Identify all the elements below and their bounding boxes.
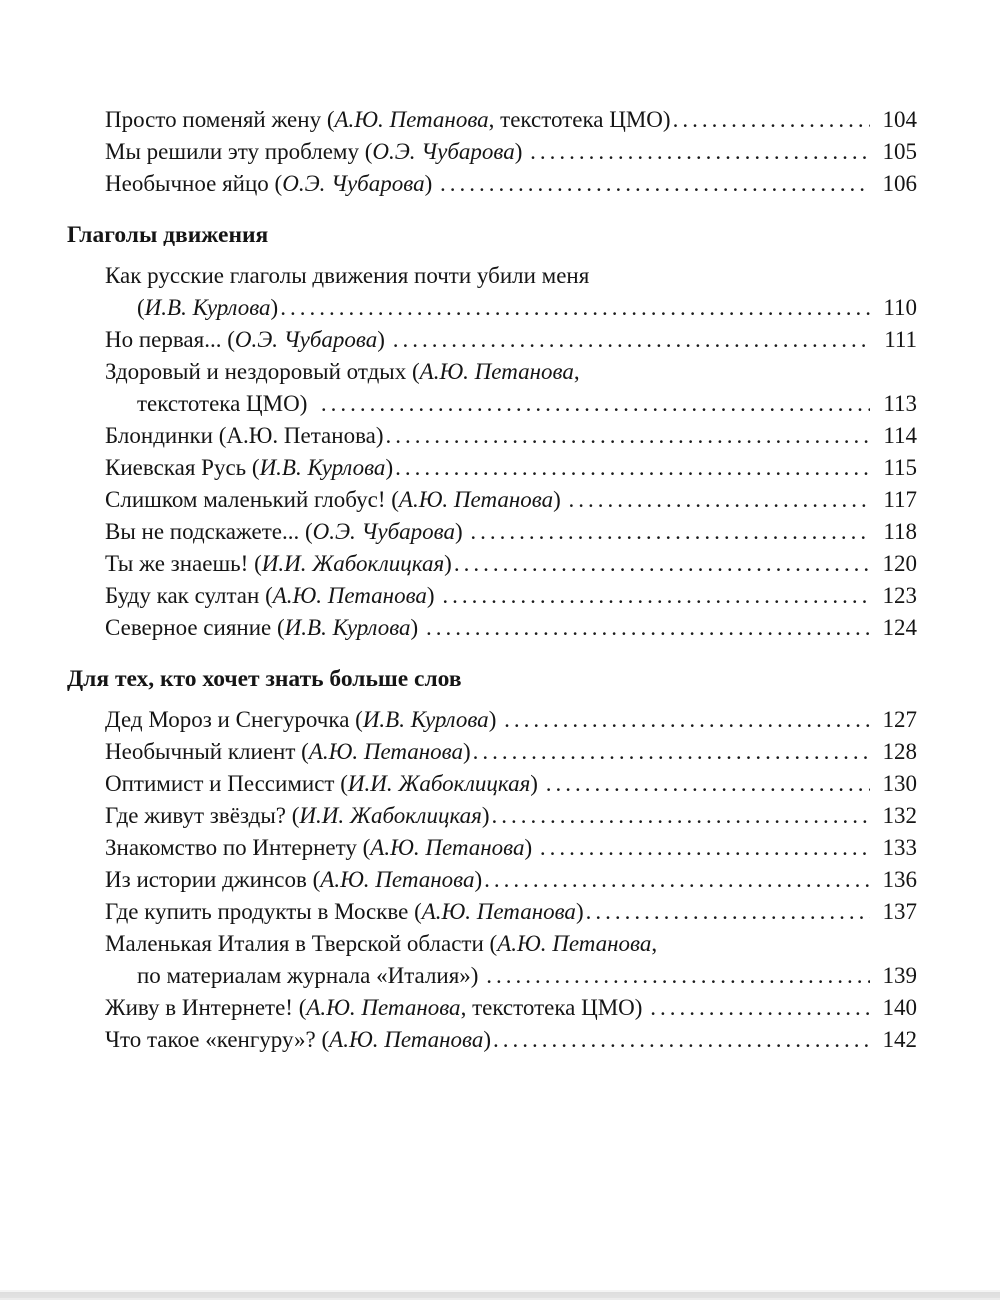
page-number: 123 [882,583,917,608]
entry-title-text: ) [483,1027,492,1052]
page-number: 105 [882,139,917,164]
entry-author: А.Ю. Петанова [320,867,475,892]
toc-entry-line [105,136,917,168]
entry-title [105,324,391,356]
entry-title-text: ) [455,519,469,544]
entry-title-text: Ты же знаешь! ( [105,551,262,576]
entry-title [105,548,452,580]
entry-author: И.В. Курлова [362,707,489,732]
entry-author: И.И. Жабоклицкая [299,803,482,828]
toc-entry-line [105,832,917,864]
toc-entry-line [105,992,917,1024]
entry-title-text: Где живут звёзды? ( [105,803,300,828]
entry-author: А.Ю. Петанова [306,995,461,1020]
page-number: 115 [883,455,917,480]
toc-entry [67,104,917,136]
toc-entry [67,420,917,452]
toc-entry-line [137,960,917,992]
entry-author: А.Ю. Петанова [308,739,463,764]
dot-leader [504,704,870,736]
toc-entry [67,136,917,168]
entry-title-text: Знакомство по Интернету ( [105,835,371,860]
entry-title-text: , текстотека ЦМО) [488,107,671,132]
dot-leader [386,420,871,452]
entry-author: А.Ю. Петанова [334,107,489,132]
toc-entry [67,864,917,896]
entry-title [105,260,589,292]
toc-section [67,663,917,1056]
toc-entry-line [105,356,917,388]
toc-entry-line [105,580,917,612]
dot-leader [492,800,870,832]
toc-entry-line [105,324,917,356]
entry-title-text: по материалам журнала «Италия») [137,963,485,988]
toc-entry-line [105,896,917,928]
toc-entry [67,800,917,832]
dot-leader [546,768,870,800]
entry-title-text: Северное сияние ( [105,615,285,640]
page-number: 127 [882,707,917,732]
dot-leader [321,388,870,420]
entry-title-text: ) [488,707,503,732]
entry-title-text: ) [481,803,490,828]
toc-entry-line [105,1024,917,1056]
entry-title-text: ) [410,615,424,640]
page-number: 132 [882,803,917,828]
entry-title-text: ) [385,455,394,480]
entry-title [105,832,538,864]
page-number: 110 [883,295,917,320]
toc-entry-line [105,612,917,644]
toc-entry [67,516,917,548]
entry-title-text: ) [514,139,529,164]
entry-title [105,420,384,452]
dot-leader [650,992,870,1024]
entry-title [105,896,584,928]
toc-entry-line [105,484,917,516]
entry-title [105,704,502,736]
page-number: 117 [883,487,917,512]
dot-leader [569,484,871,516]
entry-title-text: ) [575,899,584,924]
entry-title-text: Мы решили эту проблему ( [105,139,373,164]
entry-author: А.Ю. Петанова [272,583,427,608]
entry-title [105,800,490,832]
entry-title [137,292,278,324]
entry-title-text: , [651,931,658,956]
entry-title-text: Дед Мороз и Снегурочка ( [105,707,363,732]
toc-entry [67,452,917,484]
page-number: 142 [882,1027,917,1052]
entry-title-text: Но первая... ( [105,327,235,352]
entry-title-text: текстотека ЦМО) [137,391,319,416]
entry-author: А.Ю. Петанова [421,899,576,924]
page-number: 124 [882,615,917,640]
toc-entry-line [105,452,917,484]
toc-entry [67,168,917,200]
toc-section [67,104,917,200]
entry-author: И.В. Курлова [259,455,386,480]
toc-entry-line [105,800,917,832]
toc-entry [67,548,917,580]
toc-entry [67,1024,917,1056]
entry-title-text: Живу в Интернете! ( [105,995,307,1020]
toc-entry-line [105,516,917,548]
entry-title-text: Блондинки (А.Ю. Петанова) [105,423,384,448]
entry-title-text: , [573,359,580,384]
page-number: 137 [882,899,917,924]
entry-title-text: Необычный клиент ( [105,739,309,764]
entry-author: А.Ю. Петанова [398,487,554,512]
entry-author: А.Ю. Петанова [497,931,652,956]
toc-entry [67,768,917,800]
toc-entry [67,832,917,864]
toc-entry [67,612,917,644]
toc-entry-line [105,768,917,800]
toc-entry-line [105,736,917,768]
dot-leader [454,548,870,580]
page-number: 106 [882,171,917,196]
entry-title-text: Маленькая Италия в Тверской области ( [105,931,498,956]
entry-title-text: ) [553,487,567,512]
entry-author: И.И. Жабоклицкая [261,551,445,576]
entry-author: И.В. Курлова [144,295,271,320]
entry-title-text: Оптимист и Пессимист ( [105,771,348,796]
page-number: 120 [882,551,917,576]
entry-title-text: Буду как султан ( [105,583,273,608]
entry-author: А.Ю. Петанова [370,835,525,860]
page-number: 113 [883,391,917,416]
entry-author: И.И. Жабоклицкая [347,771,531,796]
entry-title [105,104,671,136]
entry-title-text: ( [137,295,145,320]
entry-title-text: ) [530,771,544,796]
page-number: 136 [882,867,917,892]
entry-title [105,928,657,960]
toc-entry [67,928,917,992]
entry-title [105,452,393,484]
entry-title [105,768,544,800]
entry-title-text: ) [424,171,438,196]
entry-author: А.Ю. Петанова [329,1027,484,1052]
dot-leader [426,612,870,644]
entry-author: О.Э. Чубарова [372,139,515,164]
dot-leader [442,580,870,612]
page-number: 128 [882,739,917,764]
entry-title [105,516,468,548]
entry-title [105,864,482,896]
toc-entry-line [105,168,917,200]
entry-title-text: Слишком маленький глобус! ( [105,487,399,512]
page-number: 114 [883,423,917,448]
page-number: 130 [882,771,917,796]
toc-entry [67,736,917,768]
toc-entry [67,704,917,736]
entry-title-text: Просто поменяй жену ( [105,107,335,132]
entry-title-text: ) [463,739,471,764]
dot-leader [540,832,870,864]
page-number: 139 [882,963,917,988]
section-heading: Глаголы движения [67,222,269,248]
dot-leader [393,324,870,356]
toc-entry-line [105,548,917,580]
entry-title [137,960,484,992]
dot-leader [484,864,870,896]
toc-entry [67,324,917,356]
entry-title-text: ) [426,583,441,608]
toc-entry-line [137,292,917,324]
entry-title [105,1024,491,1056]
entry-title-text: ) [270,295,279,320]
entry-title [105,736,471,768]
dot-leader [586,896,870,928]
section-heading: Для тех, кто хочет знать больше слов [67,666,462,692]
toc-entry [67,356,917,420]
entry-title-text: Здоровый и нездоровый отдых ( [105,359,420,384]
dot-leader [473,736,870,768]
toc-entry-line [105,704,917,736]
toc-section [67,219,917,644]
dot-leader [440,168,870,200]
entry-title-text: ) [524,835,538,860]
entry-title-text: Из истории джинсов ( [105,867,321,892]
entry-title-text: Что такое «кенгуру»? ( [105,1027,330,1052]
entry-title-text: ) [444,551,452,576]
entry-title [105,612,424,644]
entry-title-text: Как русские глаголы движения почти убили меня [105,263,590,288]
entry-title-text: ) [474,867,483,892]
entry-title [105,992,648,1024]
entry-title-text: Необычное яйцо ( [105,171,283,196]
dot-leader [395,452,870,484]
page-number: 111 [884,327,917,352]
page-number: 133 [882,835,917,860]
entry-title-text: , текстотека ЦМО) [460,995,649,1020]
toc-entry-line [105,928,917,960]
dot-leader [493,1024,870,1056]
dot-leader [280,292,870,324]
dot-leader [530,136,870,168]
toc-entry-line [105,864,917,896]
toc-entry-line [137,388,917,420]
page-number: 118 [883,519,917,544]
entry-author: О.Э. Чубарова [234,327,378,352]
toc-entry-line [105,420,917,452]
entry-author: И.В. Курлова [284,615,411,640]
page-number: 104 [882,107,917,132]
entry-title-text: Вы не подскажете... ( [105,519,313,544]
entry-title-text: Где купить продукты в Москве ( [105,899,422,924]
dot-leader [486,960,870,992]
toc-entry [67,896,917,928]
dot-leader [673,104,870,136]
page-number: 140 [882,995,917,1020]
toc-entry [67,580,917,612]
toc-entry [67,260,917,324]
entry-author: О.Э. Чубарова [312,519,455,544]
page-bottom-edge [0,1290,1000,1300]
entry-title [137,388,319,420]
entry-title [105,356,580,388]
entry-author: О.Э. Чубарова [282,171,425,196]
toc-entry-line [105,260,917,292]
entry-title-text: Киевская Русь ( [105,455,260,480]
entry-title [105,168,438,200]
toc-content [67,104,917,1056]
entry-title [105,136,528,168]
toc-entry-line [105,104,917,136]
entry-title [105,484,567,516]
dot-leader [470,516,870,548]
toc-entry [67,484,917,516]
toc-entry [67,992,917,1024]
entry-title-text: ) [377,327,391,352]
entry-author: А.Ю. Петанова [419,359,574,384]
entry-title [105,580,440,612]
